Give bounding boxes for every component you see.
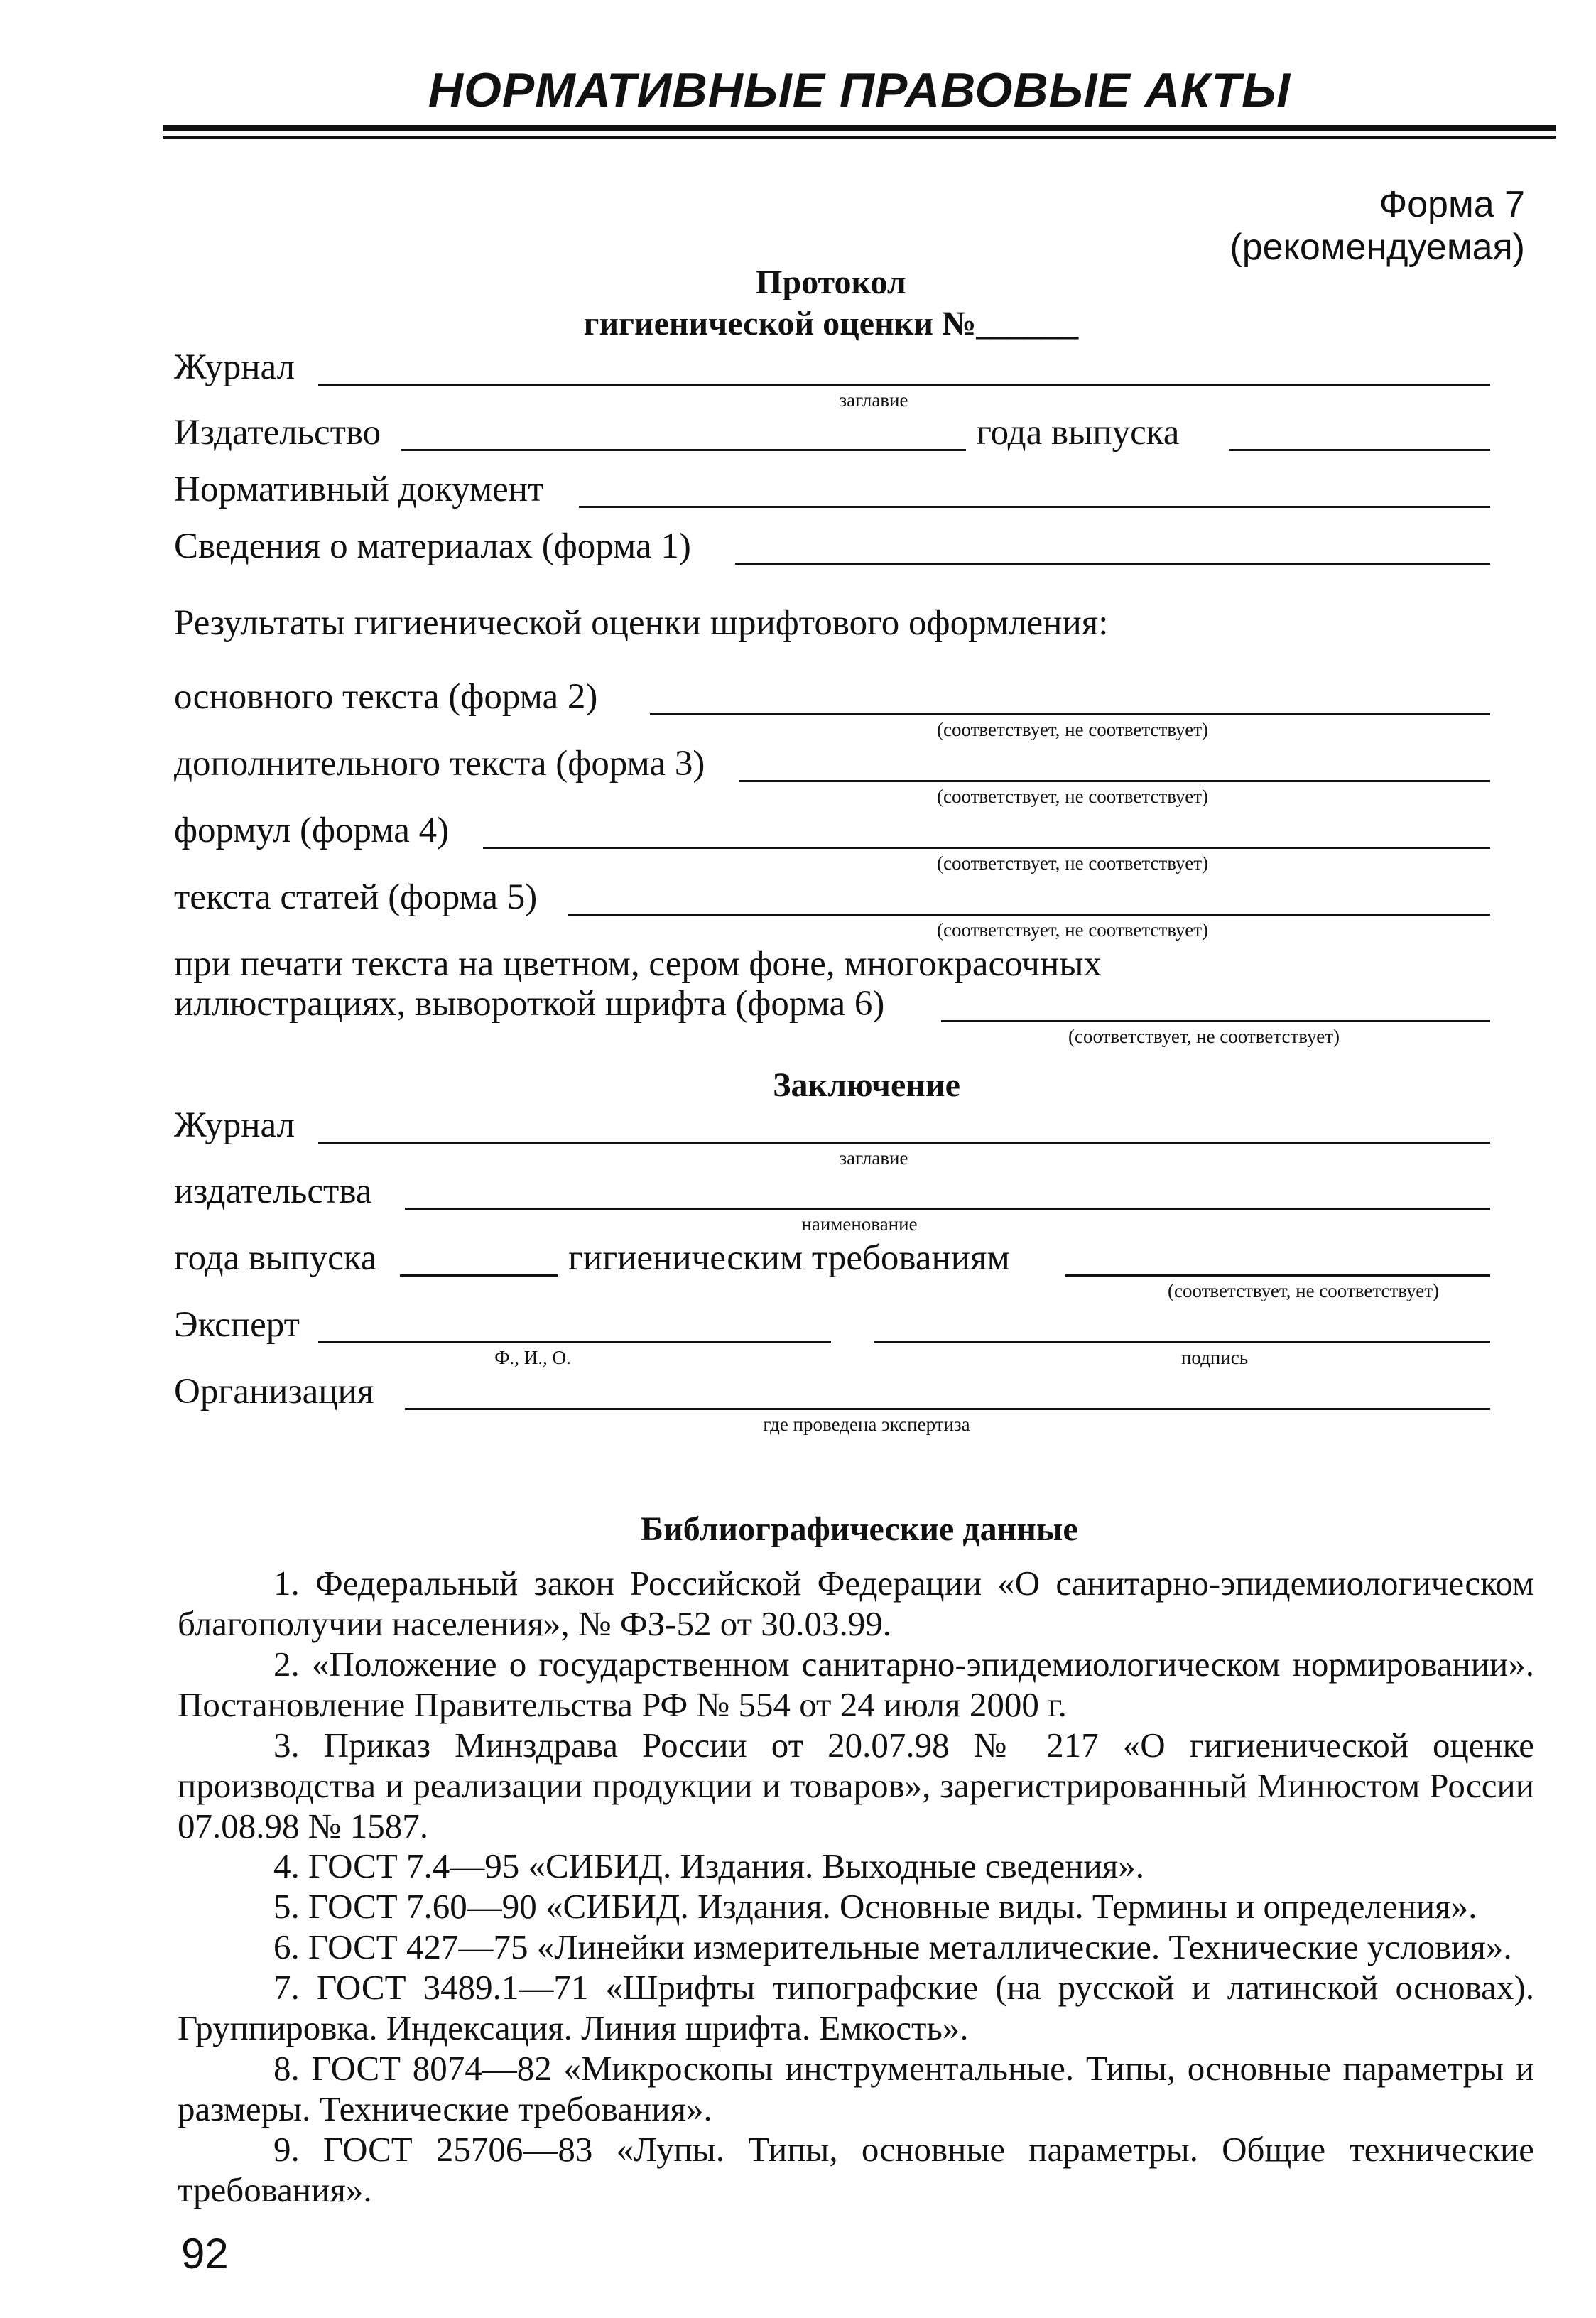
protocol-subtitle: гигиенической оценки №______: [583, 305, 1079, 342]
header-rule-thick: [163, 125, 1556, 131]
conclusion-journal-label: Журнал: [174, 1105, 295, 1145]
organization-line[interactable]: [405, 1408, 1490, 1410]
fio-caption: Ф., И., О.: [494, 1347, 571, 1368]
result-formulas-line[interactable]: [483, 847, 1490, 849]
bibliography-item: 9. ГОСТ 25706—83 «Лупы. Типы, основные параметры. Общие технические требования».: [178, 2130, 1534, 2209]
organization-label: Организация: [174, 1372, 374, 1412]
organization-caption: где проведена экспертиза: [763, 1414, 970, 1435]
result-articles-line[interactable]: [568, 914, 1490, 916]
conclusion-name-caption: наименование: [801, 1213, 918, 1235]
signature-caption: подпись: [1180, 1347, 1249, 1368]
journal-title-caption: заглавие: [839, 389, 908, 411]
expert-fio-line[interactable]: [318, 1341, 831, 1343]
compliance-caption: (соответствует, не соответствует): [1168, 1280, 1439, 1301]
compliance-caption: (соответствует, не соответствует): [1068, 1026, 1340, 1047]
materials-label: Сведения о материалах (форма 1): [174, 526, 691, 566]
conclusion-year-label: года выпуска: [174, 1238, 377, 1278]
running-head: НОРМАТИВНЫЕ ПРАВОВЫЕ АКТЫ: [428, 63, 1291, 117]
color-print-label-line2: иллюстрациях, вывороткой шрифта (форма 6): [174, 984, 885, 1024]
page-number: 92: [181, 2230, 229, 2278]
normative-doc-label: Нормативный документ: [174, 470, 544, 509]
result-formulas-label: формул (форма 4): [174, 811, 450, 850]
conclusion-requirements-label: гигиеническим требованиям: [568, 1238, 1010, 1278]
bibliography-item: 7. ГОСТ 3489.1—71 «Шрифты типографские (на русской и латинской основах). Группировка. Индексация. Линия шрифта. Емкость».: [178, 1968, 1534, 2047]
materials-line[interactable]: [735, 563, 1490, 565]
conclusion-requirements-line[interactable]: [1065, 1274, 1490, 1277]
publisher-label: Издательство: [174, 413, 381, 453]
expert-label: Эксперт: [174, 1305, 300, 1345]
result-articles-label: текста статей (форма 5): [174, 877, 538, 917]
publisher-line[interactable]: [401, 449, 966, 451]
conclusion-publisher-label: издательства: [174, 1171, 372, 1211]
year-label: года выпуска: [977, 413, 1180, 453]
conclusion-heading: Заключение: [773, 1066, 960, 1104]
conclusion-year-line[interactable]: [400, 1274, 558, 1277]
bibliography-item: 2. «Положение о государственном санитарно-эпидемиологическом нормировании». Постановление Правительства РФ № 554 от 24 июля 2000 г.: [178, 1645, 1534, 1724]
normative-doc-line[interactable]: [579, 506, 1490, 508]
result-additional-text-label: дополнительного текста (форма 3): [174, 744, 705, 784]
result-main-text-label: основного текста (форма 2): [174, 677, 598, 717]
bibliography-item: 5. ГОСТ 7.60—90 «СИБИД. Издания. Основные виды. Термины и определения».: [273, 1887, 1477, 1926]
conclusion-journal-line[interactable]: [318, 1142, 1490, 1144]
header-rule-thin: [163, 136, 1556, 139]
form-number: Форма 7: [1379, 184, 1525, 225]
results-heading: Результаты гигиенической оценки шрифтового оформления:: [174, 603, 1109, 643]
compliance-caption: (соответствует, не соответствует): [937, 719, 1208, 740]
bibliography-item: 1. Федеральный закон Российской Федерации «О санитарно-эпидемиологическом благополучии населения», № ФЗ-52 от 30.03.99.: [178, 1564, 1534, 1643]
compliance-caption: (соответствует, не соответствует): [937, 852, 1208, 874]
bibliography-item: 8. ГОСТ 8074—82 «Микроскопы инструментальные. Типы, основные параметры и размеры. Технические требования».: [178, 2049, 1534, 2128]
color-print-line[interactable]: [941, 1020, 1490, 1022]
journal-label: Журнал: [174, 347, 295, 387]
bibliography-item: 6. ГОСТ 427—75 «Линейки измерительные металлические. Технические условия».: [273, 1927, 1512, 1966]
result-additional-text-line[interactable]: [739, 780, 1490, 782]
protocol-title: Протокол: [756, 264, 906, 301]
bibliography-item: 4. ГОСТ 7.4—95 «СИБИД. Издания. Выходные сведения».: [273, 1846, 1145, 1885]
bibliography-item: 3. Приказ Минздрава России от 20.07.98 № 217 «О гигиенической оценке производства и реализации продукции и товаров», зарегистрированный Минюстом России 07.08.98 № 1587.: [178, 1726, 1534, 1846]
conclusion-title-caption: заглавие: [839, 1147, 908, 1169]
color-print-label-line1: при печати текста на цветном, сером фоне, многокрасочных: [174, 944, 1102, 984]
year-line[interactable]: [1229, 449, 1490, 451]
journal-line[interactable]: [318, 384, 1490, 386]
form-status: (рекомендуемая): [1229, 227, 1525, 268]
compliance-caption: (соответствует, не соответствует): [937, 786, 1208, 807]
conclusion-publisher-line[interactable]: [405, 1208, 1490, 1210]
compliance-caption: (соответствует, не соответствует): [937, 919, 1208, 941]
expert-signature-line[interactable]: [874, 1341, 1490, 1343]
result-main-text-line[interactable]: [650, 713, 1490, 715]
bibliography-heading: Библиографические данные: [641, 1510, 1078, 1548]
